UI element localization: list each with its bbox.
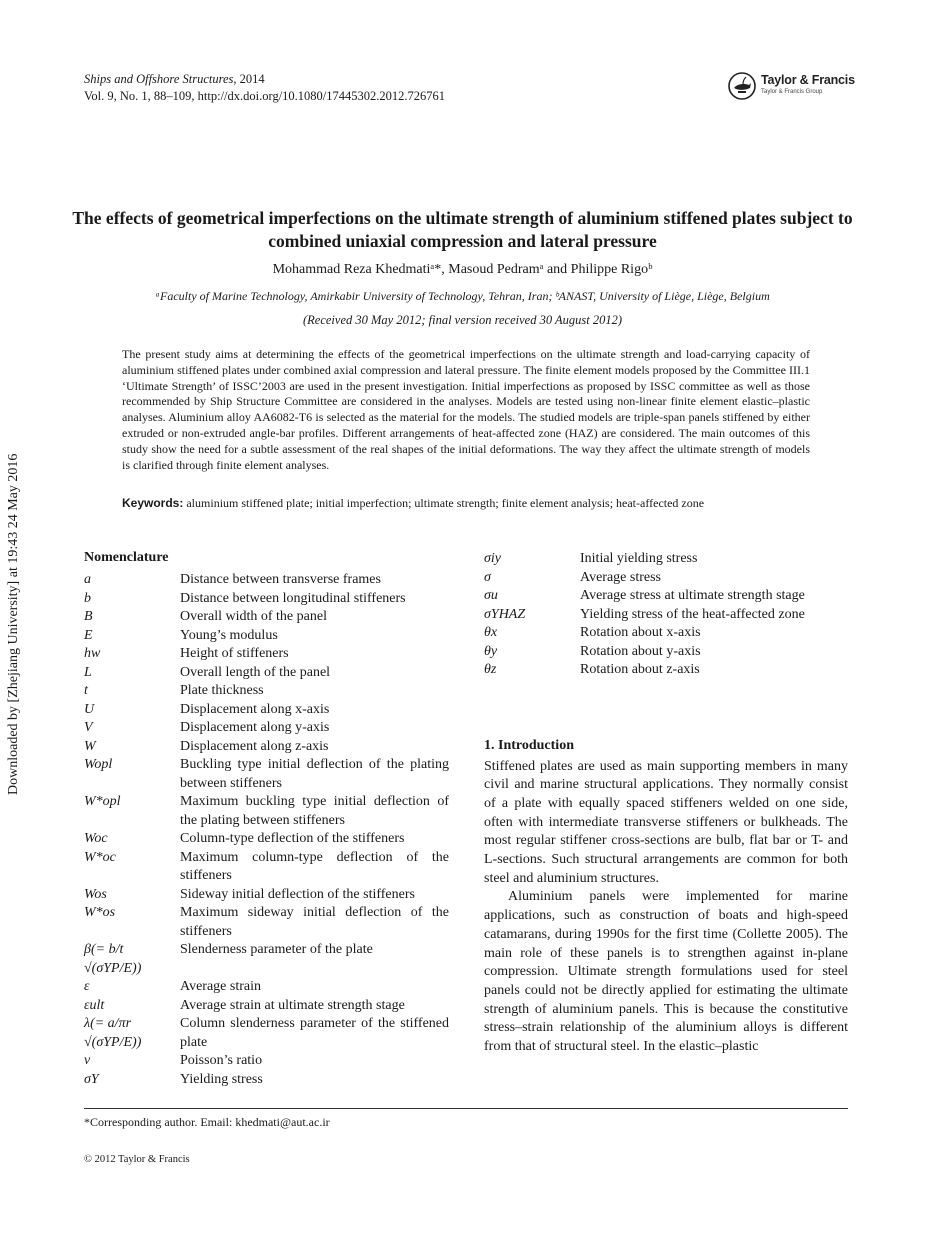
nomenclature-row [484,587,848,606]
nomenclature-list [84,571,449,1089]
nomenclature-definition: Overall length of the panel [180,664,331,680]
nomenclature-symbol: W [84,738,96,754]
nomenclature-symbol: b [84,590,91,606]
nomenclature-row [484,606,848,625]
nomenclature-symbol: W*opl [84,794,121,809]
journal-header [84,71,445,105]
nomenclature-definition: Plate thickness [180,683,264,698]
download-notice: Downloaded by [Zhejiang University] at 19:43 24 May 2016 [6,453,21,795]
copyright: © 2012 Taylor & Francis [84,1154,190,1165]
nomenclature-left [84,550,449,1089]
nomenclature-row [84,1071,449,1090]
publisher-logo-subtext: Taylor & Francis Group [761,89,823,95]
nomenclature-row [84,627,449,646]
nomenclature-row [84,830,449,849]
nomenclature-symbol: σYHAZ [484,606,526,622]
nomenclature-symbol: ν [84,1053,91,1068]
affiliations: ᵃFaculty of Marine Technology, Amirkabir University of Technology, Tehran, Iran; ᵇANAST, University of Liège, Liège, Belgium [155,289,770,303]
nomenclature-row [84,645,449,664]
publisher-logo [727,71,855,105]
footnote-rule [84,1108,848,1109]
nomenclature-definition: Maximum column-type deflection of the stiffeners [180,849,449,883]
nomenclature-symbol: σ [484,569,491,585]
nomenclature-symbol: Wopl [84,757,113,772]
nomenclature-row [84,756,449,793]
nomenclature-symbol: σu [484,588,498,603]
journal-name: Ships and Offshore Structures [84,72,234,86]
nomenclature-symbol: Wos [84,886,107,902]
nomenclature-symbol: θy [484,643,498,659]
nomenclature-row [84,886,449,905]
nomenclature-row [84,793,449,830]
nomenclature-row [484,643,848,662]
nomenclature-definition: Maximum buckling type initial deflection of the plating between stiffeners [180,794,449,828]
nomenclature-row [84,904,449,941]
nomenclature-symbol: β(= b/t √(σYP/E)) [84,942,142,976]
nomenclature-definition: Average strain [180,979,261,994]
nomenclature-definition: Displacement along x-axis [180,701,330,717]
nomenclature-symbol: E [84,627,93,643]
nomenclature-symbol: λ(= a/πr √(σYP/E)) [84,1016,142,1050]
keywords-label: Keywords: [122,496,184,510]
nomenclature-row [84,682,449,701]
received-dates: (Received 30 May 2012; final version received 30 August 2012) [302,313,622,327]
nomenclature-row [484,569,848,588]
nomenclature-list-continued [484,550,848,680]
nomenclature-definition: Average stress at ultimate strength stage [580,588,805,603]
nomenclature-row [84,849,449,886]
right-column [484,550,848,1057]
nomenclature-definition: Maximum sideway initial deflection of the stiffeners [180,905,449,939]
nomenclature-row [84,719,449,738]
nomenclature-symbol: V [84,720,93,735]
nomenclature-definition: Buckling type initial deflection of the plating between stiffeners [180,757,449,791]
nomenclature-definition: Displacement along z-axis [180,738,329,754]
nomenclature-row [84,941,449,978]
nomenclature-definition: Column-type deflection of the stiffeners [180,831,405,846]
publisher-lamp-icon [727,71,757,101]
intro-paragraph-2: Aluminium panels were implemented for marine applications, such as construction of boats and high-speed catamarans, during 1990s for the first time (Collette 2005). The main role of these panels is to strengthen against in-plane compression. Ultimate strength formulations used for steel panels could not be directly applied for estimating the ultimate strength of aluminium panels. This is because the constitutive stress–strain relationship of the aluminium alloys is different from that of structural steel. In the elastic–plastic [484,889,848,1055]
nomenclature-row [84,608,449,627]
nomenclature-symbol: ε [84,979,90,994]
nomenclature-symbol: L [84,664,92,680]
nomenclature-row [484,624,848,643]
nomenclature-definition: Height of stiffeners [180,646,289,661]
nomenclature-row [84,738,449,757]
nomenclature-row [84,571,449,590]
nomenclature-row [84,590,449,609]
nomenclature-definition: Sideway initial deflection of the stiffeners [180,886,415,902]
intro-paragraph-1: Stiffened plates are used as main supporting members in many civil and marine structural applications. They normally consist of a plate with equally spaced stiffeners welded on one side, often with intermediate transverse stiffeners or bulkheads. The most regular stiffener cross-sections are bulb, flat bar or T- and L-sections. Such structural arrangements are common for both steel and aluminium structures. [484,758,848,886]
nomenclature-definition: Column slenderness parameter of the stiffened plate [180,1016,449,1050]
nomenclature-heading: Nomenclature [84,550,169,565]
nomenclature-definition: Distance between transverse frames [180,572,381,587]
nomenclature-definition: Overall width of the panel [180,609,327,624]
nomenclature-symbol: t [84,683,88,698]
nomenclature-definition: Slenderness parameter of the plate [180,942,373,957]
nomenclature-definition: Displacement along y-axis [180,720,330,735]
authors: Mohammad Reza Khedmatiᵃ*, Masoud Pedramᵃ and Philippe Rigoᵇ [272,262,653,277]
nomenclature-symbol: W*os [84,905,116,920]
nomenclature-definition: Yielding stress of the heat-affected zone [580,606,805,622]
keywords [122,496,810,511]
nomenclature-definition: Young’s modulus [180,627,278,643]
nomenclature-symbol: σiy [484,551,502,566]
section-heading-introduction: 1. Introduction [484,737,574,753]
article-title: The effects of geometrical imperfections on the ultimate strength of aluminium stiffened plates subject to combined uniaxial compression and lateral pressure [72,208,853,251]
abstract: The present study aims at determining the effects of the geometrical imperfections on the ultimate strength and load-carrying capacity of aluminium stiffened plates under combined axial compression and lateral pressure. The finite element models proposed by the Committee III.1 ‘Ultimate Strength’ of ISSC’2003 are used in the present investigation. Initial imperfections as proposed by ISSC committee as well as those recommended by Ship Structure Committee are considered in the analyses. Models are tested using non-linear finite element elastic–plastic analyses. Aluminium alloy AA6082-T6 is selected as the material for the models. The studied models are triple-span panels stiffened by either extruded or non-extruded angle-bar profiles. Different arrangements of heat-affected zone (HAZ) are considered. The main outcomes of this study show the need for a subtle assessment of the real shapes of the initial deformations. The way they affect the ultimate strength of models is clarified through finite element analyses. [122,347,810,472]
corresponding-author-footnote: *Corresponding author. Email: khedmati@aut.ac.ir [84,1115,330,1129]
nomenclature-definition: Yielding stress [180,1071,263,1087]
nomenclature-symbol: hw [84,646,101,661]
nomenclature-definition: Rotation about y-axis [580,643,701,659]
nomenclature-row [84,664,449,683]
nomenclature-definition: Distance between longitudinal stiffeners [180,590,406,606]
nomenclature-symbol: U [84,701,95,717]
nomenclature-row [84,997,449,1016]
nomenclature-definition: Rotation about z-axis [580,662,700,677]
nomenclature-symbol: W*oc [84,849,116,865]
nomenclature-symbol: σY [84,1071,99,1087]
nomenclature-symbol: θx [484,625,498,640]
nomenclature-row [84,1015,449,1052]
nomenclature-symbol: a [84,572,91,587]
journal-year: , 2014 [233,72,265,86]
nomenclature-row [84,978,449,997]
nomenclature-definition: Average strain at ultimate strength stage [180,997,405,1013]
nomenclature-row [484,661,848,680]
citation: Vol. 9, No. 1, 88–109, http://dx.doi.org/10.1080/17445302.2012.726761 [84,89,446,103]
nomenclature-symbol: Woc [84,831,108,846]
nomenclature-definition: Rotation about x-axis [580,625,701,640]
publisher-logo-text: Taylor & Francis [761,73,855,87]
nomenclature-row [84,701,449,720]
nomenclature-definition: Poisson’s ratio [180,1053,263,1068]
nomenclature-symbol: θz [484,662,497,677]
nomenclature-symbol: B [84,609,93,624]
nomenclature-symbol: εult [84,997,105,1013]
keywords-list: aluminium stiffened plate; initial imperfection; ultimate strength; finite element analysis; heat-affected zone [186,496,705,510]
nomenclature-row [84,1052,449,1071]
nomenclature-definition: Average stress [580,569,661,585]
nomenclature-definition: Initial yielding stress [580,551,698,566]
nomenclature-row [484,550,848,569]
